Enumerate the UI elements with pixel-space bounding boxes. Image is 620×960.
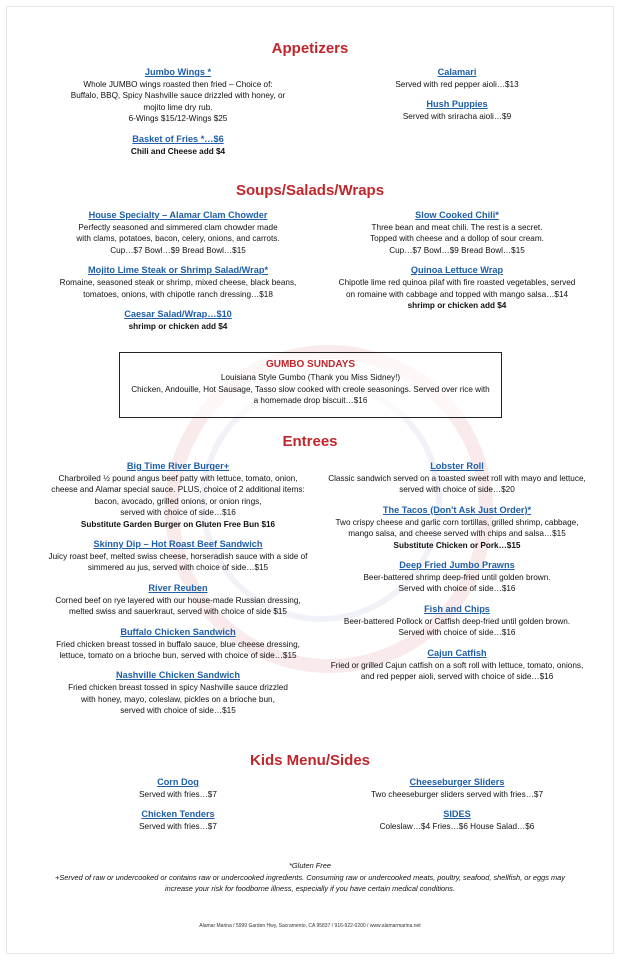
menu-item-description: Romaine, seasoned steak or shrimp, mixed cheese, black beans, [59, 278, 297, 288]
menu-item [28, 133, 328, 157]
menu-item-description: Served with choice of side…$16 [398, 628, 516, 638]
menu-item [28, 626, 328, 662]
entrees-right-column [312, 460, 602, 690]
menu-item [28, 669, 328, 716]
gluten-free-note: *Gluten Free [289, 861, 331, 870]
entrees-left-column [28, 460, 328, 725]
menu-item [28, 776, 328, 800]
menu-item-description: Served with choice of side…$16 [398, 584, 516, 594]
menu-item-description: Fried chicken breast tossed in spicy Nashville sauce drizzled [68, 683, 288, 693]
menu-item-description: Charbroiled ½ pound angus beef patty with lettuce, tomato, onion, [58, 474, 298, 483]
menu-item [28, 582, 328, 618]
menu-item-addon: Substitute Chicken or Pork…$15 [393, 540, 521, 550]
menu-item-description: Topped with cheese and a dollop of sour cream. [370, 234, 544, 244]
menu-item-addon: shrimp or chicken add $4 [407, 301, 507, 311]
menu-item-description: Chipotle lime red quinoa pilaf with fire roasted vegetables, served [338, 278, 576, 288]
menu-item-name: House Specialty – Alamar Clam Chowder [88, 210, 268, 220]
menu-item-description: Beer-battered shrimp deep-fried until golden brown. [363, 573, 551, 583]
menu-item-description: served with choice of side…$16 [120, 508, 236, 518]
menu-item-description: Served with fries…$7 [139, 790, 217, 799]
menu-item-description: Served with fries…$7 [139, 822, 217, 832]
menu-item [312, 559, 602, 595]
menu-item-description: Fried or grilled Cajun catfish on a soft roll with lettuce, tomato, onions, [330, 660, 584, 670]
menu-item-name: Skinny Dip – Hot Roast Beef Sandwich [93, 539, 263, 550]
menu-item-addon: shrimp or chicken add $4 [128, 322, 228, 332]
menu-item-name: Quinoa Lettuce Wrap [410, 265, 504, 276]
menu-item-description: Coleslaw…$4 Fries…$6 House Salad…$6 [379, 822, 535, 832]
menu-item-description: Three bean and meat chili. The rest is a secret. [371, 223, 543, 232]
raw-food-warning-line-2: increase your risk for foodborne illness, especially if you have certain medical conditions. [164, 884, 456, 893]
menu-item [312, 776, 602, 800]
menu-item-description: served with choice of side…$15 [120, 706, 236, 716]
menu-item-description: mojito lime dry rub. [143, 102, 213, 112]
menu-item-description: on romaine with cabbage and topped with mango salsa…$14 [345, 289, 569, 299]
menu-item-description: Beer-battered Pollock or Catfish deep-fried until golden brown. [343, 616, 571, 626]
menu-item-addon: Substitute Garden Burger on Gluten Free Bun $16 [80, 519, 276, 529]
menu-item-description: Perfectly seasoned and simmered clam chowder made [78, 223, 278, 232]
menu-item-description: Served with sriracha aioli…$9 [402, 112, 512, 122]
menu-item [312, 66, 602, 90]
menu-item-description: Served with red pepper aioli…$13 [395, 80, 519, 89]
menu-item [28, 66, 328, 125]
menu-item-description: Cup…$7 Bowl…$9 Bread Bowl…$15 [110, 245, 246, 255]
menu-item-description: with clams, potatoes, bacon, celery, onions, and carrots. [76, 234, 280, 244]
menu-item-description: melted swiss and sauerkraut, served with choice of side $15 [69, 607, 287, 617]
gumbo-sundays-box [119, 352, 502, 418]
menu-item-description: Buffalo, BBQ, Spicy Nashville sauce drizzled with honey, or [70, 91, 286, 101]
kids-right-column [312, 776, 602, 841]
appetizers-right-column [312, 66, 602, 131]
menu-item-description: simmered au jus, served with choice of side…$15 [87, 563, 269, 573]
menu-item-description: Two cheeseburger sliders served with fries…$7 [370, 790, 543, 799]
menu-item-description: Classic sandwich served on a toasted sweet roll with mayo and lettuce, [328, 474, 586, 483]
menu-item-name: Buffalo Chicken Sandwich [120, 626, 236, 637]
kids-left-column [28, 776, 328, 841]
menu-item-name: Mojito Lime Steak or Shrimp Salad/Wrap* [87, 265, 269, 276]
raw-food-warning-line-1: +Served of raw or undercooked or contains raw or undercooked ingredients. Consuming raw or undercooked meats, poultry, seafood, shellfish, or eggs may [55, 873, 565, 882]
menu-item [28, 808, 328, 832]
footer-contact-info: Alamar Marina / 5999 Garden Hwy, Sacramento, CA 95837 / 916-922-0200 / www.alamarmarina.net [199, 923, 421, 929]
menu-item-name: Corn Dog [157, 777, 199, 787]
menu-item-name: Slow Cooked Chili* [415, 210, 499, 220]
gumbo-sundays-title: GUMBO SUNDAYS [265, 359, 356, 370]
menu-item [312, 603, 602, 639]
menu-item-name: Chicken Tenders [141, 809, 215, 820]
menu-item-name: SIDES [443, 809, 471, 820]
menu-item-name: Caesar Salad/Wrap…$10 [124, 309, 232, 320]
menu-item [28, 264, 328, 300]
kids-menu-sides-heading: Kids Menu/Sides [249, 752, 371, 769]
menu-item [28, 538, 328, 574]
menu-item [312, 98, 602, 122]
menu-item-description: tomatoes, onions, with chipotle ranch dressing…$18 [83, 289, 273, 299]
menu-item-description: served with choice of side…$20 [399, 485, 515, 495]
menu-item-name: Fish and Chips [424, 603, 490, 614]
menu-item-name: Hush Puppies [426, 99, 488, 110]
menu-item-description: 6-Wings $15/12-Wings $25 [128, 114, 228, 124]
menu-item [28, 460, 328, 530]
menu-item [312, 460, 602, 496]
menu-item-addon: Chili and Cheese add $4 [130, 146, 226, 156]
menu-item [312, 647, 602, 683]
appetizers-heading: Appetizers [271, 40, 349, 57]
menu-item [312, 209, 602, 256]
menu-item-name: The Tacos (Don't Ask Just Order)* [382, 504, 532, 515]
menu-item-name: Lobster Roll [430, 461, 484, 471]
menu-item [28, 209, 328, 256]
menu-item-name: River Reuben [148, 582, 208, 593]
menu-item-name: Cheeseburger Sliders [409, 777, 505, 787]
menu-item-description: bacon, avocado, grilled onions, or onion rings, [94, 496, 262, 506]
menu-item-description: lettuce, tomato on a brioche bun, served with choice of side…$15 [59, 651, 297, 661]
menu-item-description: Cup…$7 Bowl…$9 Bread Bowl…$15 [389, 245, 525, 255]
gumbo-line: a homemade drop biscuit…$16 [253, 396, 368, 406]
gumbo-line: Chicken, Andouille, Hot Sausage, Tasso slow cooked with creole seasonings. Served over rice with [131, 384, 490, 394]
menu-item-description: with honey, mayo, coleslaw, pickles on a brioche bun, [81, 694, 275, 704]
menu-item-description: Fried chicken breast tossed in buffalo sauce, blue cheese dressing, [56, 639, 300, 649]
soups-salads-wraps-heading: Soups/Salads/Wraps [235, 182, 385, 199]
menu-item-description: and red pepper aioli, served with choice of side…$16 [360, 672, 554, 682]
menu-item [312, 808, 602, 832]
menu-item [28, 308, 328, 332]
menu-item-name: Deep Fried Jumbo Prawns [399, 560, 515, 571]
menu-item-name: Nashville Chicken Sandwich [115, 670, 241, 681]
gumbo-line: Louisiana Style Gumbo (Thank you Miss Sidney!) [220, 373, 401, 383]
menu-item [312, 504, 602, 551]
appetizers-left-column [28, 66, 328, 165]
menu-item-description: Corned beef on rye layered with our house-made Russian dressing, [55, 595, 301, 605]
menu-item-description: Juicy roast beef, melted swiss cheese, horseradish sauce with a side of [48, 552, 308, 562]
menu-item-description: Two crispy cheese and garlic corn tortillas, grilled shrimp, cabbage, [335, 517, 579, 527]
menu-item-description: mango salsa, and cheese served with chips and salsa…$15 [348, 529, 566, 539]
menu-item-name: Jumbo Wings * [144, 67, 212, 77]
menu-item-name: Calamari [437, 67, 477, 77]
soups-left-column [28, 209, 328, 340]
menu-item-name: Basket of Fries *…$6 [132, 133, 224, 144]
entrees-heading: Entrees [282, 433, 338, 450]
menu-item [312, 264, 602, 311]
menu-item-name: Big Time River Burger+ [126, 461, 230, 471]
menu-item-name: Cajun Catfish [427, 647, 487, 658]
menu-item-description: cheese and Alamar special sauce. PLUS, choice of 2 additional items: [51, 485, 305, 495]
soups-right-column [312, 209, 602, 319]
menu-item-description: Whole JUMBO wings roasted then fried – Choice of: [83, 80, 273, 89]
